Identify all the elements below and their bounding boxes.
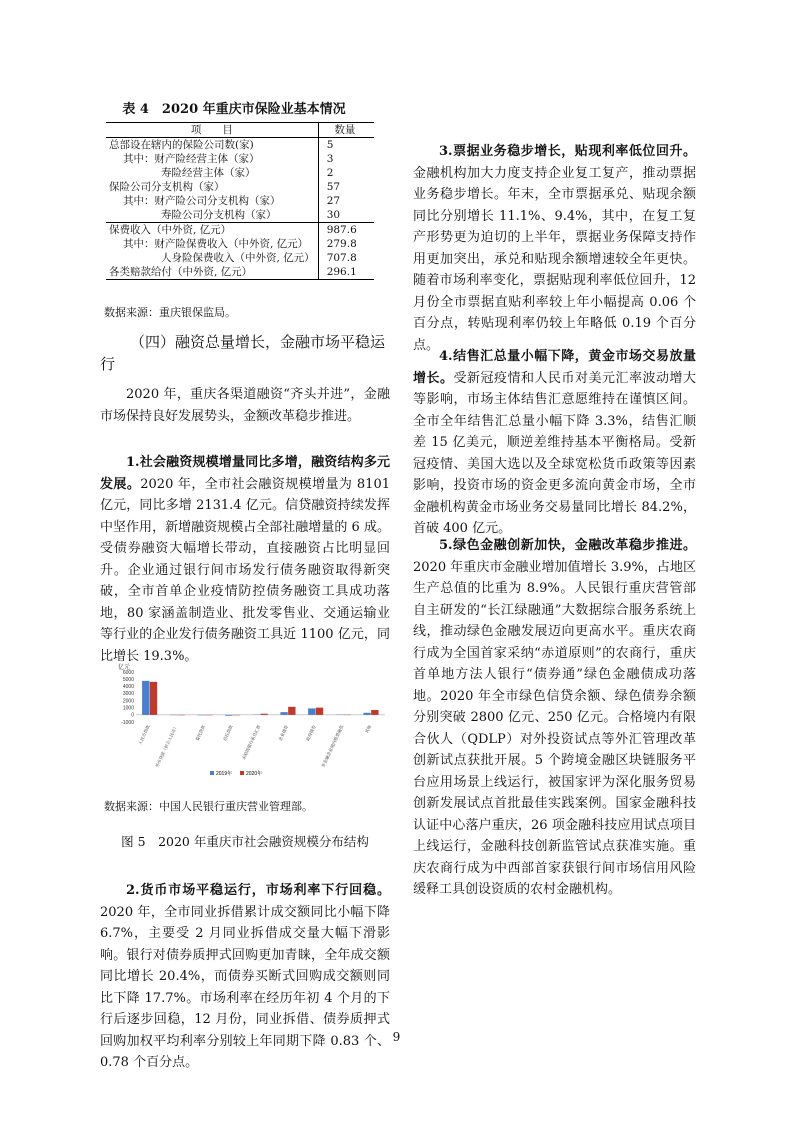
page-number: 9 [392, 1030, 401, 1044]
row-label: 寿险经营主体（家） [161, 167, 256, 179]
paragraph-3-body: 金融机构加大力度支持企业复工复产，推动票据业务稳步增长。年末，全市票据承兑、贴现余额同比分别增长 11.1%、9.4%，其中，在复工复产形势更为迫切的上半年，票据业务保障支持作用更加突出，承兑和贴现余额增速较全年更快。随着市场利率变化，票据贴现利率低位回升，12 月份全市票据直贴利率较上年小幅提高 0.06 个百分点，转贴现利率仍较上年略低 0.19 个百分点。 [413, 165, 696, 353]
y-tick-label: 5000 [122, 676, 134, 683]
row-value: 987.6 [318, 223, 374, 238]
table-row [106, 138, 374, 153]
paragraph-1-heading: 1.社会融资规模增量同比多增，融资结构多元发展。 [100, 455, 390, 492]
bar-2019年-8 [363, 713, 370, 715]
row-label: 各类赔款给付（中外资, 亿元） [106, 265, 318, 280]
row-value: 279.8 [318, 237, 374, 251]
x-tick-label: 人民币贷款 [137, 724, 151, 746]
table-header-row [106, 123, 374, 138]
legend-swatch-2020 [240, 771, 244, 775]
table-row [106, 265, 374, 280]
paragraph-2 [100, 880, 390, 1074]
y-tick-label: 4000 [122, 684, 134, 691]
row-label: 保费收入（中外资, 亿元） [106, 223, 318, 238]
row-label: 其中：财产险公司分支机构（家） [123, 195, 281, 207]
chart-legend [210, 770, 262, 777]
x-tick-label: 企业债券 [277, 724, 290, 742]
paragraph-2-heading: 2.货币市场平稳运行，市场利率下行回稳。 [126, 883, 390, 898]
table-header-value: 数量 [318, 123, 374, 138]
y-tick-label: 2000 [122, 698, 134, 705]
row-value: 3 [318, 152, 374, 166]
table-row [106, 180, 374, 194]
table-row [106, 223, 374, 238]
table-row [106, 251, 374, 265]
bar-2019年-3 [225, 715, 232, 716]
row-label: 总部设在辖内的保险公司数(家) [109, 139, 254, 151]
table-row [106, 194, 374, 208]
x-tick-label: 信托贷款 [222, 724, 234, 742]
row-label: 保险公司分支机构（家） [109, 181, 225, 193]
paragraph-1 [100, 452, 390, 667]
row-value: 57 [318, 180, 374, 194]
bar-2020年-5 [288, 707, 295, 715]
row-label: 寿险公司分支机构（家） [161, 209, 277, 221]
section-4-title: （四）融资总量增长，金融市场平稳运行 [100, 333, 386, 373]
paragraph-3 [413, 141, 696, 356]
bar-2019年-6 [308, 708, 315, 714]
row-label: 其中：财产险经营主体（家） [123, 153, 260, 165]
chart-ylabel: 亿元 [118, 665, 131, 671]
table-row [106, 152, 374, 166]
row-value: 707.8 [318, 251, 374, 265]
paragraph-3-heading: 3.票据业务稳步增长，贴现利率低位回升。 [439, 144, 696, 159]
legend-label-2020: 2020年 [246, 771, 263, 777]
x-tick-label: 外币贷款（折合人民币） [154, 724, 179, 769]
bar-2019年-5 [280, 712, 287, 715]
social-financing-chart [110, 660, 390, 778]
bar-2020年-4 [261, 714, 268, 715]
paragraph-5-body: 2020 年重庆市金融业增加值增长 3.9%，占地区生产总值的比重为 8.9%。人民银行重庆营管部自主研发的“长江绿融通”大数据综合服务系统上线，推动绿色金融发展迈向更高水平。重庆农商行成为全国首家采纳“赤道原则”的农商行，重庆首单地方法人银行“债券通”绿色金融债成功落地。2020 年全市绿色信贷余额、绿色债券余额分别突破 2800 亿元、250 亿元。合格境内有限合伙人（QDLP）对外投资试点等外汇管理改革创新试点获批开展。5 个跨境金融区块链服务平台应用场景上线运行，被国家评为深化服务贸易创新发展试点首批最佳实践案例。国家金融科技认证中心落户重庆，26 项金融科技应用试点项目上线运行，金融科技创新监管试点获准实施。重庆农商行成为中西部首家获银行间市场信用风险缓释工具创设资质的农村金融机构。 [413, 559, 696, 897]
table-header-item: 项 目 [106, 123, 318, 138]
x-labels [136, 723, 373, 768]
row-value: 27 [318, 194, 374, 208]
x-tick-label: 委托贷款 [194, 724, 207, 742]
bar-2020年-6 [316, 708, 323, 715]
legend-label-2019: 2019年 [216, 771, 233, 777]
y-ticks [121, 670, 134, 726]
section-4-intro: 2020 年，重庆各渠道融资“齐头并进”，金融市场保持良好发展势头，金额改革稳步推进。 [100, 387, 390, 424]
row-value: 5 [318, 138, 374, 153]
table-4-caption: 表 4 2020 年重庆市保险业基本情况 [122, 102, 346, 117]
y-tick-label: 3000 [122, 691, 134, 698]
paragraph-5 [413, 535, 696, 901]
paragraph-4-heading: 4.结售汇总量小幅下降，黄金市场交易放量增长。 [413, 349, 696, 386]
table-row [106, 166, 374, 180]
bar-2019年-0 [142, 681, 149, 715]
y-tick-label: 6000 [122, 669, 134, 676]
paragraph-4-body: 受新冠疫情和人民币对美元汇率波动增大等影响，市场主体结售汇意愿维持在谨慎区间。全市全年结售汇总量小幅下降 3.3%，结售汇顺差 15 亿美元，顺逆差维持基本平衡格局。受新冠疫情、美国大选以及全球宽松货币政策等因素影响，投资市场的资金更多流向黄金市场，全市金融机构黄金市场业务交易量同比增长 84.2%，首破 400 亿元。 [413, 370, 696, 536]
figure-5-caption: 图 5 2020 年重庆市社会融资规模分布结构 [121, 834, 369, 849]
row-value: 2 [318, 166, 374, 180]
paragraph-5-heading: 5.绿色金融创新加快，金融改革稳步推进。 [439, 538, 696, 553]
chart-source: 数据来源：中国人民银行重庆营业管理部。 [104, 800, 313, 813]
insurance-table [106, 122, 374, 280]
paragraph-1-body: 2020 年，全市社会融资规模增量为 8101 亿元，同比多增 2131.4 亿元。信贷融资持续发挥中坚作用，新增融资规模占全部社融增量的 6 成。受债券融资大幅增长带动，直接融资占比明显回升。企业通过银行间市场发行债务融资取得新突破，全市首单企业疫情防控债务融资工具成功落地，80 家涵盖制造业、批发零售业、交通运输业等行业的企业发行债务融资工具近 1100 亿元，同比增长 19.3%。 [100, 476, 390, 664]
table-row [106, 208, 374, 223]
paragraph-2-body: 2020 年，全市同业拆借累计成交额同比小幅下降 6.7%，主要受 2 月同业拆借成交量大幅下滑影响。银行对债券质押式回购更加青睐，全年成交额同比增长 20.4%，而债券买断式回购成交额则同比下降 17.7%。市场利率在经历年初 4 个月的下行后逐步回稳，12 月份，同业拆借、债券质押式回购加权平均利率分别较上年同期下降 0.83 个、0.78 个百分点。 [100, 904, 390, 1070]
table-row [106, 237, 374, 251]
bar-2020年-8 [371, 710, 378, 715]
x-tick-label: 政府债券 [305, 724, 317, 742]
table-source: 数据来源：重庆银保监局。 [104, 306, 236, 319]
x-tick-label: 未贴现银行承兑汇票 [240, 724, 262, 761]
y-tick-label: 1000 [122, 705, 134, 712]
y-tick-label: 0 [131, 712, 134, 719]
row-value: 296.1 [318, 265, 374, 280]
bar-group [142, 681, 378, 716]
paragraph-4 [413, 346, 696, 540]
row-label: 人身险保费收入（中外资, 亿元） [161, 252, 315, 264]
legend-swatch-2019 [210, 771, 214, 775]
bar-2020年-0 [150, 682, 157, 715]
y-tick-label: -1000 [121, 719, 134, 726]
x-tick-label: 非金融企业境内股票融资 [320, 724, 345, 769]
row-value: 30 [318, 208, 374, 223]
row-label: 其中：财产险保费收入（中外资, 亿元） [123, 238, 309, 250]
x-tick-label: 其他 [363, 724, 373, 735]
